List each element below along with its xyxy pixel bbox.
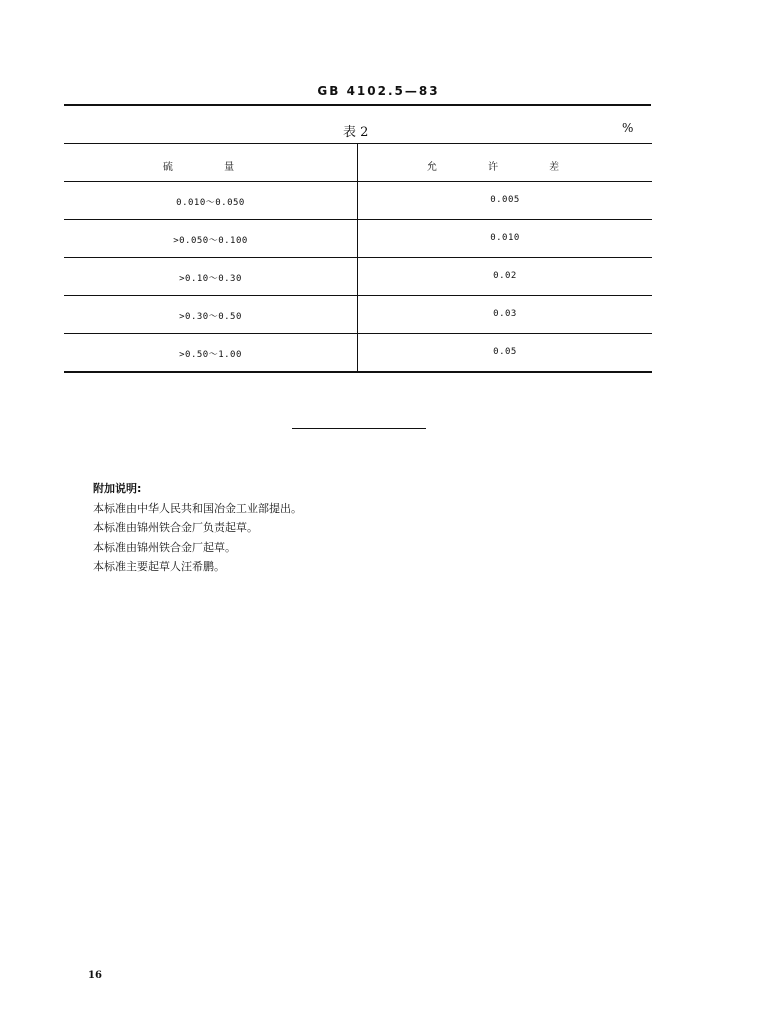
tolerance-cell: 0.005 bbox=[490, 195, 520, 205]
sulfur-range-cell: >0.30～0.50 bbox=[179, 312, 242, 322]
table-unit: % bbox=[622, 121, 634, 135]
tolerance-cell: 0.03 bbox=[493, 309, 517, 319]
note-line: 本标准由中华人民共和国冶金工业部提出。 bbox=[93, 501, 302, 515]
sulfur-range-cell: >0.10～0.30 bbox=[179, 274, 242, 284]
tolerance-cell: 0.05 bbox=[493, 347, 517, 357]
sulfur-range-cell: 0.010～0.050 bbox=[176, 198, 245, 208]
tolerance-cell: 0.02 bbox=[493, 271, 517, 281]
tolerance-cell: 0.010 bbox=[490, 233, 520, 243]
row-divider bbox=[64, 219, 652, 220]
table-bottom-rule bbox=[64, 371, 652, 373]
page-number: 16 bbox=[88, 970, 102, 981]
column-header-sulfur: 硫 量 bbox=[162, 162, 259, 173]
additional-notes bbox=[93, 479, 302, 577]
header-bottom-rule bbox=[64, 181, 652, 182]
note-line: 本标准由锦州铁合金厂起草。 bbox=[93, 540, 236, 554]
note-line: 本标准主要起草人汪希鹏。 bbox=[93, 560, 225, 573]
notes-title: 附加说明: bbox=[93, 482, 142, 495]
column-header-tolerance: 允 许 差 bbox=[426, 162, 584, 173]
note-line: 本标准由锦州铁合金厂负责起草。 bbox=[93, 521, 258, 534]
table-top-rule bbox=[64, 143, 652, 144]
standard-number: GB 4102.5—83 bbox=[317, 84, 440, 98]
row-divider bbox=[64, 295, 652, 296]
header-rule bbox=[64, 104, 651, 106]
column-divider bbox=[357, 143, 358, 372]
table-caption: 表 2 bbox=[343, 125, 369, 140]
row-divider bbox=[64, 257, 652, 258]
sulfur-range-cell: >0.50～1.00 bbox=[179, 350, 242, 360]
end-rule bbox=[292, 428, 426, 429]
sulfur-range-cell: >0.050～0.100 bbox=[173, 236, 248, 246]
row-divider bbox=[64, 333, 652, 334]
